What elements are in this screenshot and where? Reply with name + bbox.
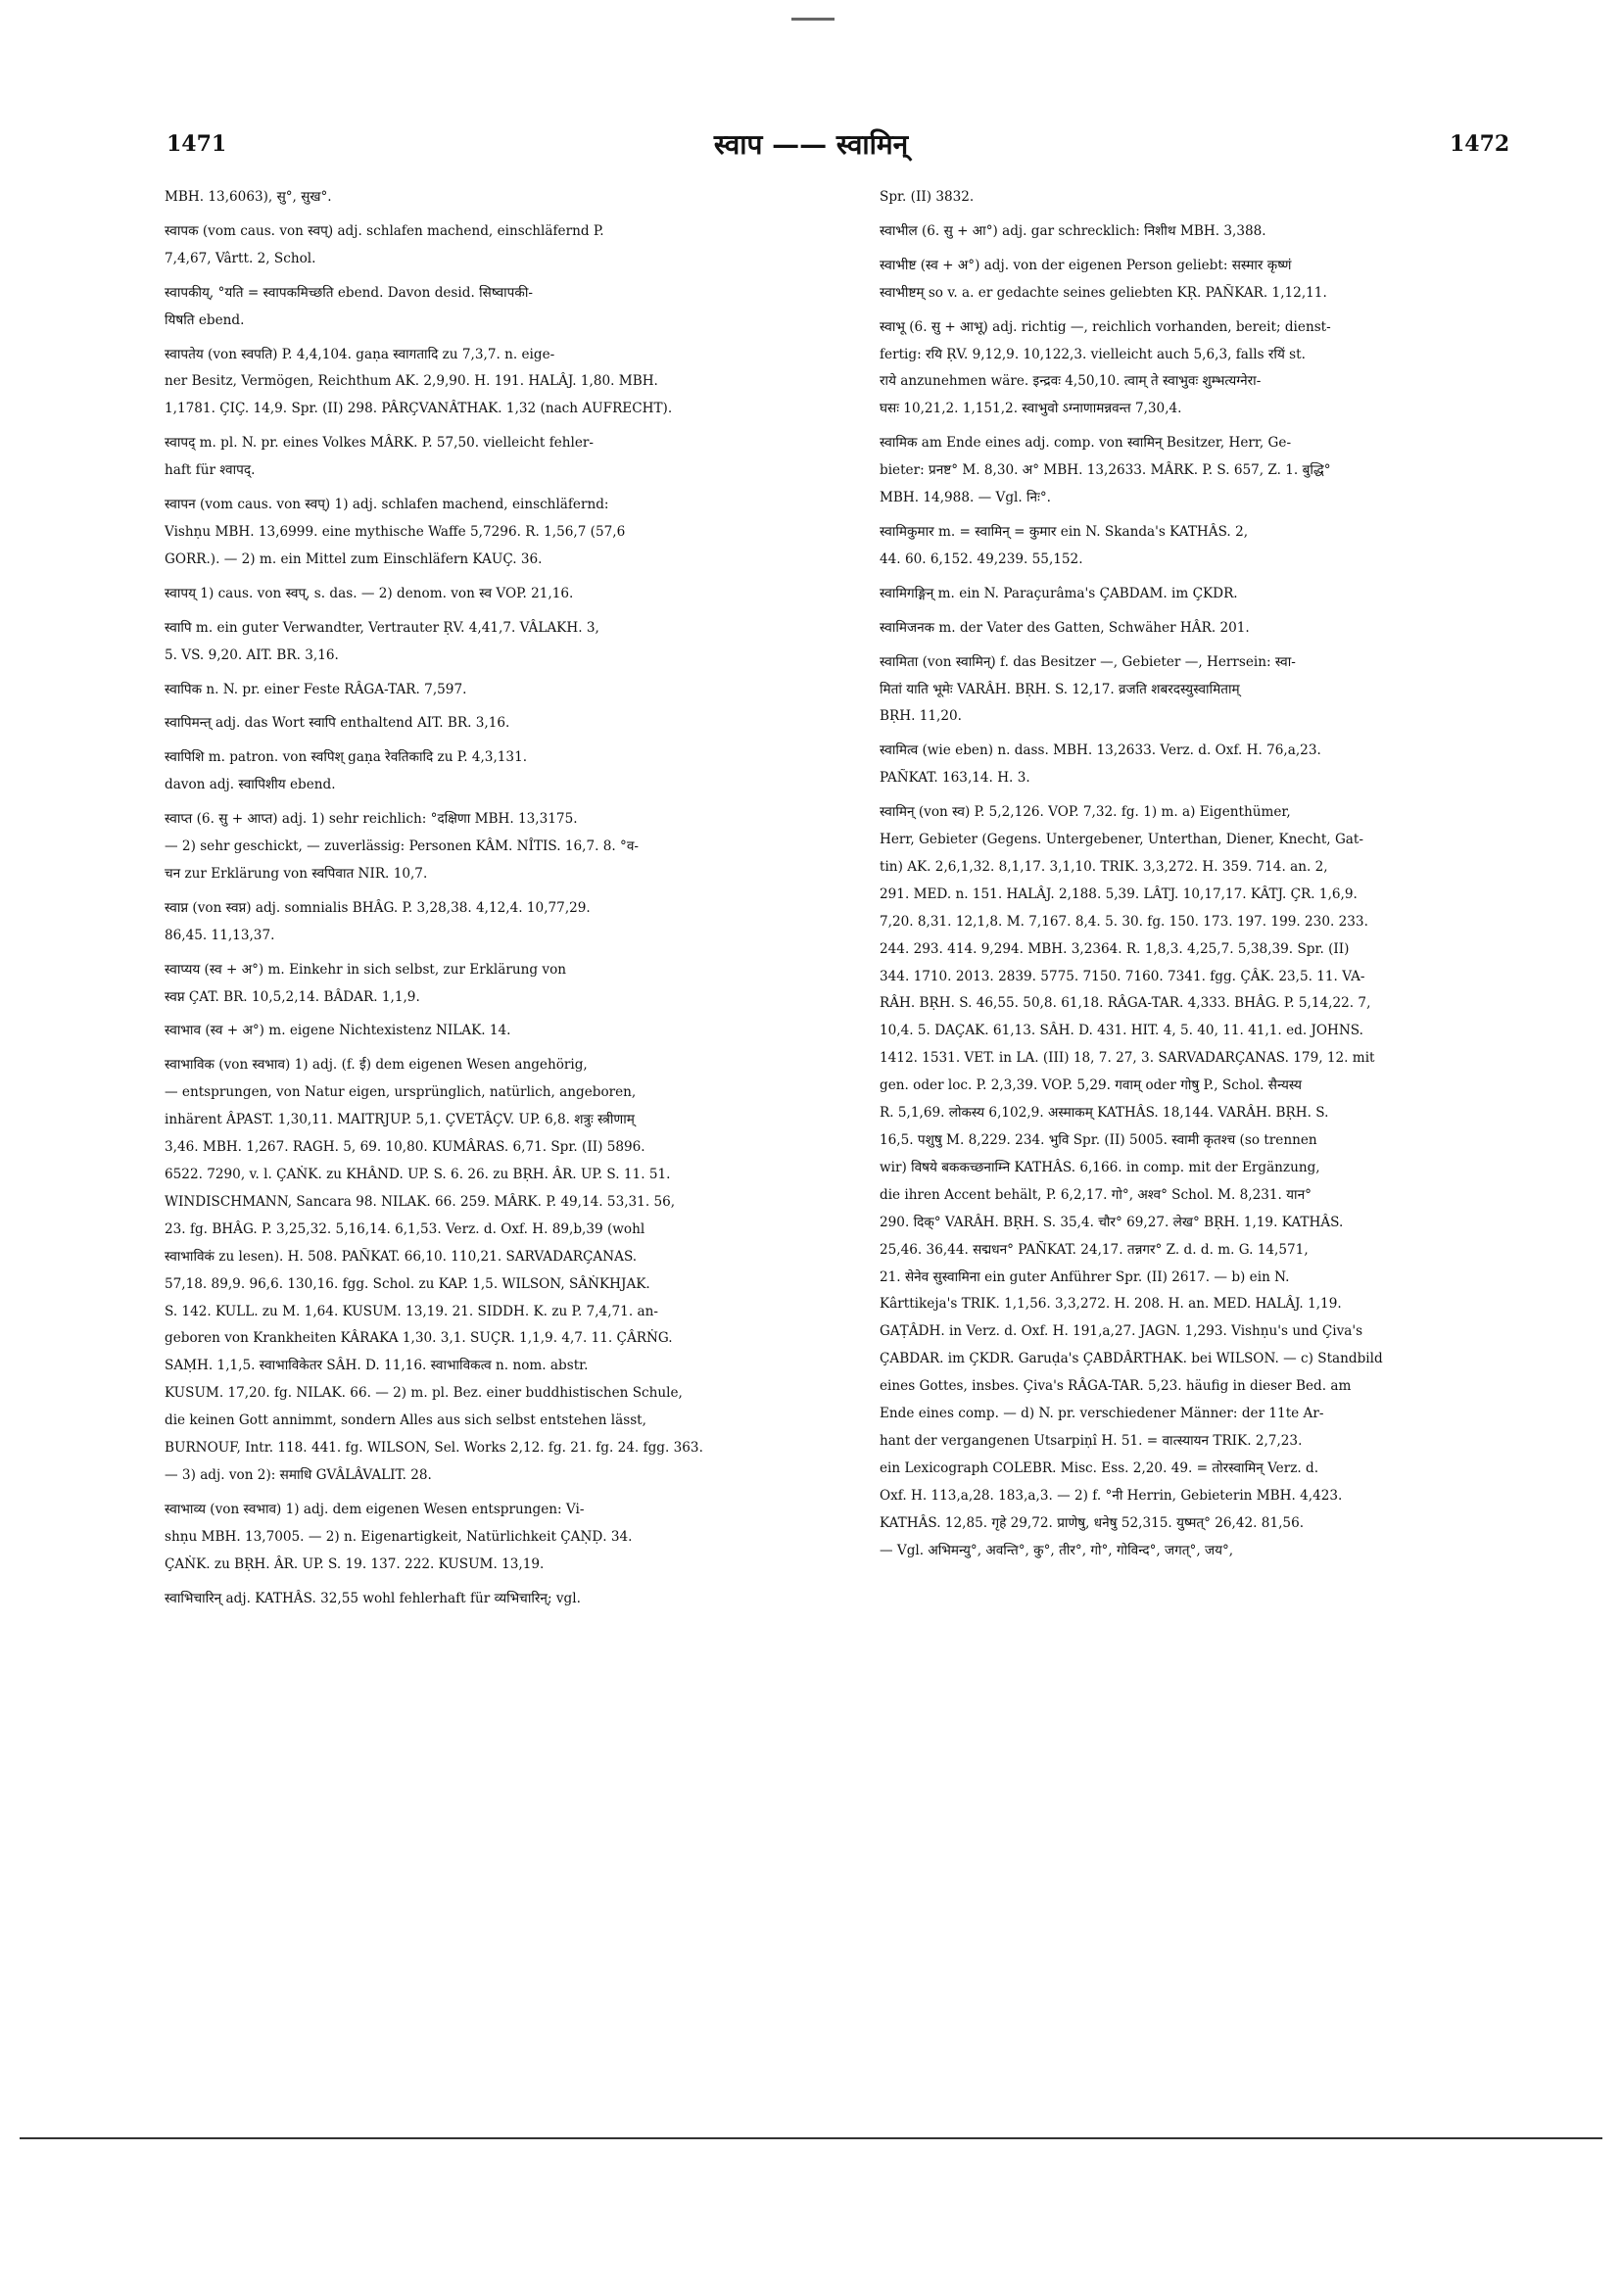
dictionary-entry (165, 218, 840, 273)
dictionary-entry (165, 184, 840, 212)
entry-line: gen. oder loc. P. 2,3,39. VOP. 5,29. गवाम् oder गोषु P., Schol. सैन्यस्य (880, 1077, 1303, 1094)
dictionary-entry (880, 581, 1555, 608)
entry-line: Spr. (II) 3832. (880, 189, 975, 205)
left-column (165, 184, 840, 1620)
dictionary-entry (880, 615, 1555, 643)
entry-line: 44. 60. 6,152. 49,239. 55,152. (880, 550, 1083, 567)
dictionary-entry (165, 1052, 840, 1490)
entry-line: स्वामिक am Ende eines adj. comp. von स्वामिन् Besitzer, Herr, Ge- (880, 435, 1292, 452)
entry-line: स्वाभू (6. सु + आभू) adj. richtig —, reichlich vorhanden, bereit; dienst- (880, 318, 1331, 335)
dictionary-entry (880, 184, 1555, 212)
entry-line: PAÑKAT. 163,14. H. 3. (880, 770, 1030, 787)
entry-line: wir) विषये बककच्छनाम्नि KATHÂS. 6,166. in comp. mit der Ergänzung, (880, 1159, 1320, 1175)
right-column (880, 184, 1555, 1572)
entry-line: — 3) adj. von 2): समाधि GVÂLÂVALIT. 28. (165, 1466, 432, 1483)
entry-line: Vishṇu MBH. 13,6999. eine mythische Waffe 5,7296. R. 1,56,7 (57,6 (165, 523, 626, 540)
entry-line: स्वाप्न (von स्वप्न) adj. somnialis BHÂG. P. 3,28,38. 4,12,4. 10,77,29. (165, 899, 591, 916)
entry-line: — 2) sehr geschickt, — zuverlässig: Personen KÂM. NÎTIS. 16,7. 8. °व- (165, 838, 640, 855)
dictionary-entry (165, 957, 840, 1012)
running-header: स्वाप —— स्वामिन् (713, 128, 909, 161)
entry-line: स्वाप्त (6. सु + आप्त) adj. 1) sehr reichlich: °दक्षिणा MBH. 13,3175. (165, 811, 578, 828)
entry-line: स्वापक (vom caus. von स्वप्) adj. schlafen machend, einschläfernd P. (165, 222, 604, 239)
dictionary-entry (880, 519, 1555, 574)
dictionary-entry (165, 710, 840, 738)
entry-line: स्वापिक n. N. pr. einer Feste RÂGA-TAR. 7,597. (165, 681, 467, 697)
entry-line: स्वामिगङ्गिन् m. ein N. Paraçurâma's ÇABDAM. im ÇKDR. (880, 585, 1238, 601)
entry-line: स्वामिता (von स्वामिन्) f. das Besitzer —, Gebieter —, Herrsein: स्वा- (880, 653, 1296, 670)
entry-line: eines Gottes, insbes. Çiva's RÂGA-TAR. 5,23. häufig in dieser Bed. am (880, 1378, 1352, 1395)
entry-line: S. 142. KULL. zu M. 1,64. KUSUM. 13,19. 21. SIDDH. K. zu P. 7,4,71. an- (165, 1303, 658, 1319)
entry-line: BURNOUF, Intr. 118. 441. fg. WILSON, Sel. Works 2,12. fg. 21. fg. 24. fgg. 363. (165, 1440, 703, 1457)
entry-line: स्वापद् m. pl. N. pr. eines Volkes MÂRK. P. 57,50. vielleicht fehler- (165, 435, 595, 452)
entry-line: 21. सेनेव सुस्वामिना ein guter Anführer Spr. (II) 2617. — b) ein N. (880, 1268, 1290, 1285)
page-number-right: 1472 (1450, 131, 1510, 157)
entry-line: स्वापय् 1) caus. von स्वप्, s. das. — 2) denom. von स्व VOP. 21,16. (165, 585, 574, 601)
entry-line: स्वापन (vom caus. von स्वप्) 1) adj. schlafen machend, einschläfernd: (165, 497, 609, 513)
entry-line: ner Besitz, Vermögen, Reichthum AK. 2,9,90. H. 191. HALÂJ. 1,80. MBH. (165, 373, 658, 390)
dictionary-entry (165, 1018, 840, 1045)
entry-line: ÇAṄK. zu BṚH. ÂR. UP. S. 19. 137. 222. KUSUM. 13,19. (165, 1555, 545, 1572)
entry-line: स्वाभीष्टम् so v. a. er gedachte seines geliebten KṚ. PAÑKAR. 1,12,11. (880, 284, 1327, 301)
entry-line: 86,45. 11,13,37. (165, 927, 275, 943)
entry-line: MBH. 14,988. — Vgl. निः°. (880, 490, 1051, 506)
entry-line: घसः 10,21,2. 1,151,2. स्वाभुवो ऽग्नाणामन्नवन्त 7,30,4. (880, 401, 1182, 417)
entry-line: स्वाभिचारिन् adj. KATHÂS. 32,55 wohl fehlerhaft für व्यभिचारिन्; vgl. (165, 1590, 581, 1606)
entry-line: 10,4. 5. DAÇAK. 61,13. SÂH. D. 431. HIT. 4, 5. 40, 11. 41,1. ed. JOHNS. (880, 1023, 1363, 1039)
entry-line: — Vgl. अभिमन्यु°, अवन्ति°, कु°, तीर°, गो°, गोविन्द°, जगत्°, जय°, (880, 1542, 1234, 1558)
entry-line: geboren von Krankheiten KÂRAKA 1,30. 3,1. SUÇR. 1,1,9. 4,7. 11. ÇÂRṄG. (165, 1330, 673, 1347)
entry-line: inhärent ÂPAST. 1,30,11. MAITRJUP. 5,1. ÇVETÂÇV. UP. 6,8. शत्रुः स्त्रीणाम् (165, 1112, 635, 1128)
entry-line: haft für श्वापद्. (165, 462, 256, 479)
dictionary-entry (165, 492, 840, 574)
dictionary-entry (880, 738, 1555, 792)
dictionary-entry (880, 218, 1555, 246)
entry-line: स्वाप्यय (स्व + अ°) m. Einkehr in sich selbst, zur Erklärung von (165, 961, 567, 978)
dictionary-entry (880, 649, 1555, 732)
entry-line: — entsprungen, von Natur eigen, ursprünglich, natürlich, angeboren, (165, 1084, 637, 1101)
dictionary-entry (165, 342, 840, 424)
entry-line: यिषति ebend. (165, 311, 245, 328)
entry-line: Oxf. H. 113,a,28. 183,a,3. — 2) f. °नी Herrin, Gebieterin MBH. 4,423. (880, 1487, 1343, 1504)
top-crop-mark (791, 18, 835, 21)
entry-line: 23. fg. BHÂG. P. 3,25,32. 5,16,14. 6,1,53. Verz. d. Oxf. H. 89,b,39 (wohl (165, 1220, 645, 1237)
dictionary-entry (880, 430, 1555, 512)
dictionary-entry (165, 1497, 840, 1579)
entry-line: KUSUM. 17,20. fg. NILAK. 66. — 2) m. pl. Bez. einer buddhistischen Schule, (165, 1385, 683, 1402)
dictionary-entry (165, 280, 840, 335)
entry-line: राये anzunehmen wäre. इन्द्रवः 4,50,10. त्वाम् ते स्वाभुवः शुम्भत्यग्नेरा- (880, 373, 1262, 390)
entry-line: स्वप्न ÇAT. BR. 10,5,2,14. BÂDAR. 1,1,9. (165, 988, 420, 1005)
entry-line: 57,18. 89,9. 96,6. 130,16. fgg. Schol. zu KAP. 1,5. WILSON, SÂṄKHJAK. (165, 1275, 650, 1292)
entry-line: ein Lexicograph COLEBR. Misc. Ess. 2,20. 49. = तोरस्वामिन् Verz. d. (880, 1459, 1319, 1476)
entry-line: 244. 293. 414. 9,294. MBH. 3,2364. R. 1,8,3. 4,25,7. 5,38,39. Spr. (II) (880, 940, 1350, 957)
entry-line: स्वामित्व (wie eben) n. dass. MBH. 13,2633. Verz. d. Oxf. H. 76,a,23. (880, 742, 1321, 759)
entry-line: स्वापिमन्त् adj. das Wort स्वापि enthaltend AIT. BR. 3,16. (165, 715, 510, 732)
entry-line: die keinen Gott annimmt, sondern Alles aus sich selbst entstehen lässt, (165, 1412, 646, 1429)
entry-line: 16,5. पशुषु M. 8,229. 234. भुवि Spr. (II) 5005. स्वामी कृतश्च (so trennen (880, 1132, 1317, 1148)
entry-line: 5. VS. 9,20. AIT. BR. 3,16. (165, 646, 339, 663)
bottom-rule (20, 2137, 1602, 2139)
dictionary-entry (165, 430, 840, 485)
entry-line: tin) AK. 2,6,1,32. 8,1,17. 3,1,10. TRIK. 3,3,272. H. 359. 714. an. 2, (880, 858, 1328, 875)
entry-line: 290. दिक्° VARÂH. BṚH. S. 35,4. चौर° 69,27. लेख° BṚH. 1,19. KATHÂS. (880, 1214, 1344, 1230)
entry-line: स्वाभाव्य (von स्वभाव) 1) adj. dem eigenen Wesen entsprungen: Vi- (165, 1501, 585, 1517)
entry-line: shṇu MBH. 13,7005. — 2) n. Eigenartigkeit, Natürlichkeit ÇAṆḌ. 34. (165, 1528, 633, 1545)
entry-line: die ihren Accent behält, P. 6,2,17. गो°, अश्व° Schol. M. 8,231. यान° (880, 1186, 1312, 1203)
entry-line: hant der vergangenen Utsarpiṇî H. 51. = वात्स्यायन TRIK. 2,7,23. (880, 1432, 1303, 1449)
entry-line: fertig: रयि ṚV. 9,12,9. 10,122,3. vielleicht auch 5,6,3, falls रयिं st. (880, 346, 1306, 362)
entry-line: 344. 1710. 2013. 2839. 5775. 7150. 7160. 7341. fgg. ÇÂK. 23,5. 11. VA- (880, 968, 1365, 984)
entry-line: WINDISCHMANN, Sancara 98. NILAK. 66. 259. MÂRK. P. 49,14. 53,31. 56, (165, 1193, 676, 1210)
dictionary-entry (880, 314, 1555, 424)
entry-line: Herr, Gebieter (Gegens. Untergebener, Unterthan, Diener, Knecht, Gat- (880, 832, 1363, 848)
entry-line: bieter: प्रनष्ट° M. 8,30. अ° MBH. 13,2633. MÂRK. P. S. 657, Z. 1. बुद्धि° (880, 462, 1331, 479)
entry-line: ÇABDAR. im ÇKDR. Garuḍa's ÇABDÂRTHAK. bei WILSON. — c) Standbild (880, 1351, 1383, 1367)
dictionary-entry (165, 744, 840, 799)
entry-line: स्वामिन् (von स्व) P. 5,2,126. VOP. 7,32. fg. 1) m. a) Eigenthümer, (880, 804, 1291, 821)
entry-line: 7,4,67, Vârtt. 2, Schol. (165, 250, 316, 266)
entry-line: स्वाभाव (स्व + अ°) m. eigene Nichtexistenz NILAK. 14. (165, 1023, 511, 1039)
entry-line: 3,46. MBH. 1,267. RAGH. 5, 69. 10,80. KUMÂRAS. 6,71. Spr. (II) 5896. (165, 1139, 645, 1156)
entry-line: 7,20. 8,31. 12,1,8. M. 7,167. 8,4. 5. 30. fg. 150. 173. 197. 199. 230. 233. (880, 913, 1368, 930)
entry-line: स्वामिजनक m. der Vater des Gatten, Schwäher HÂR. 201. (880, 619, 1250, 636)
dictionary-entry (165, 581, 840, 608)
entry-line: 1,1781. ÇIÇ. 14,9. Spr. (II) 298. PÂRÇVANÂTHAK. 1,32 (nach AUFRECHT). (165, 401, 673, 417)
entry-line: Ende eines comp. — d) N. pr. verschiedener Männer: der 11te Ar- (880, 1406, 1324, 1422)
entry-line: स्वापिशि m. patron. von स्वपिश् gaṇa रेवतिकादि zu P. 4,3,131. (165, 749, 528, 766)
dictionary-entry (165, 677, 840, 704)
page-number-left: 1471 (167, 131, 227, 157)
entry-line: स्वापतेय (von स्वपति) P. 4,4,104. gaṇa स्वागतादि zu 7,3,7. n. eige- (165, 346, 555, 362)
dictionary-entry (880, 799, 1555, 1564)
entry-line: स्वाभील (6. सु + आ°) adj. gar schrecklich: निशीथ MBH. 3,388. (880, 222, 1266, 239)
entry-line: Kârttikeja's TRIK. 1,1,56. 3,3,272. H. 208. H. an. MED. HALÂJ. 1,19. (880, 1296, 1342, 1313)
entry-line: GAṬÂDH. in Verz. d. Oxf. H. 191,a,27. JAGN. 1,293. Vishṇu's und Çiva's (880, 1323, 1363, 1340)
entry-line: 6522. 7290, v. l. ÇAṄK. zu KHÂND. UP. S. 6. 26. zu BṚH. ÂR. UP. S. 11. 51. (165, 1167, 671, 1182)
dictionary-entry (165, 895, 840, 950)
entry-line: BṚH. 11,20. (880, 708, 962, 725)
entry-line: 25,46. 36,44. सद्मधन° PAÑKAT. 24,17. तन्नगर° Z. d. d. m. G. 14,571, (880, 1241, 1309, 1258)
entry-line: स्वापकीय्, °यति = स्वापकमिच्छति ebend. Davon desid. सिष्वापकी- (165, 284, 533, 301)
entry-line: MBH. 13,6063), सु°, सुख°. (165, 189, 332, 205)
entry-line: KATHÂS. 12,85. गृहे 29,72. प्राणेषु, धनेषु 52,315. युष्मत्° 26,42. 81,56. (880, 1514, 1305, 1531)
entry-line: चन zur Erklärung von स्वपिवात NIR. 10,7. (165, 865, 428, 882)
entry-line: R. 5,1,69. लोकस्य 6,102,9. अस्माकम् KATHÂS. 18,144. VARÂH. BṚH. S. (880, 1105, 1329, 1122)
dictionary-entry (165, 1586, 840, 1613)
entry-line: स्वामिकुमार m. = स्वामिन् = कुमार ein N. Skanda's KATHÂS. 2, (880, 523, 1249, 540)
entry-line: RÂH. BṚH. S. 46,55. 50,8. 61,18. RÂGA-TAR. 4,333. BHÂG. P. 5,14,22. 7, (880, 995, 1371, 1012)
entry-line: 291. MED. n. 151. HALÂJ. 2,188. 5,39. LÂTJ. 10,17,17. KÂTJ. ÇR. 1,6,9. (880, 885, 1358, 902)
entry-line: GORR.). — 2) m. ein Mittel zum Einschläfern KAUÇ. 36. (165, 550, 543, 567)
dictionary-entry (165, 806, 840, 888)
dictionary-entry (165, 615, 840, 670)
entry-line: SAṂH. 1,1,5. स्वाभाविकेतर SÂH. D. 11,16. स्वाभाविकत्व n. nom. abstr. (165, 1358, 589, 1374)
entry-line: davon adj. स्वापिशीय ebend. (165, 777, 336, 793)
entry-line: स्वाभाविक (von स्वभाव) 1) adj. (f. ई) dem eigenen Wesen angehörig, (165, 1057, 588, 1074)
entry-line: स्वाभीष्ट (स्व + अ°) adj. von der eigenen Person geliebt: सस्मार कृष्णं (880, 257, 1292, 273)
entry-line: स्वापि m. ein guter Verwandter, Vertrauter ṚV. 4,41,7. VÂLAKH. 3, (165, 619, 599, 636)
entry-line: 1412. 1531. VET. in LA. (III) 18, 7. 27, 3. SARVADARÇANAS. 179, 12. mit (880, 1050, 1375, 1067)
entry-line: मितां याति भूमेः VARÂH. BṚH. S. 12,17. व्रजति शबरदस्युस्वामिताम् (880, 681, 1240, 697)
dictionary-entry (880, 253, 1555, 308)
entry-line: स्वाभाविकं zu lesen). H. 508. PAÑKAT. 66,10. 110,21. SARVADARÇANAS. (165, 1248, 638, 1265)
